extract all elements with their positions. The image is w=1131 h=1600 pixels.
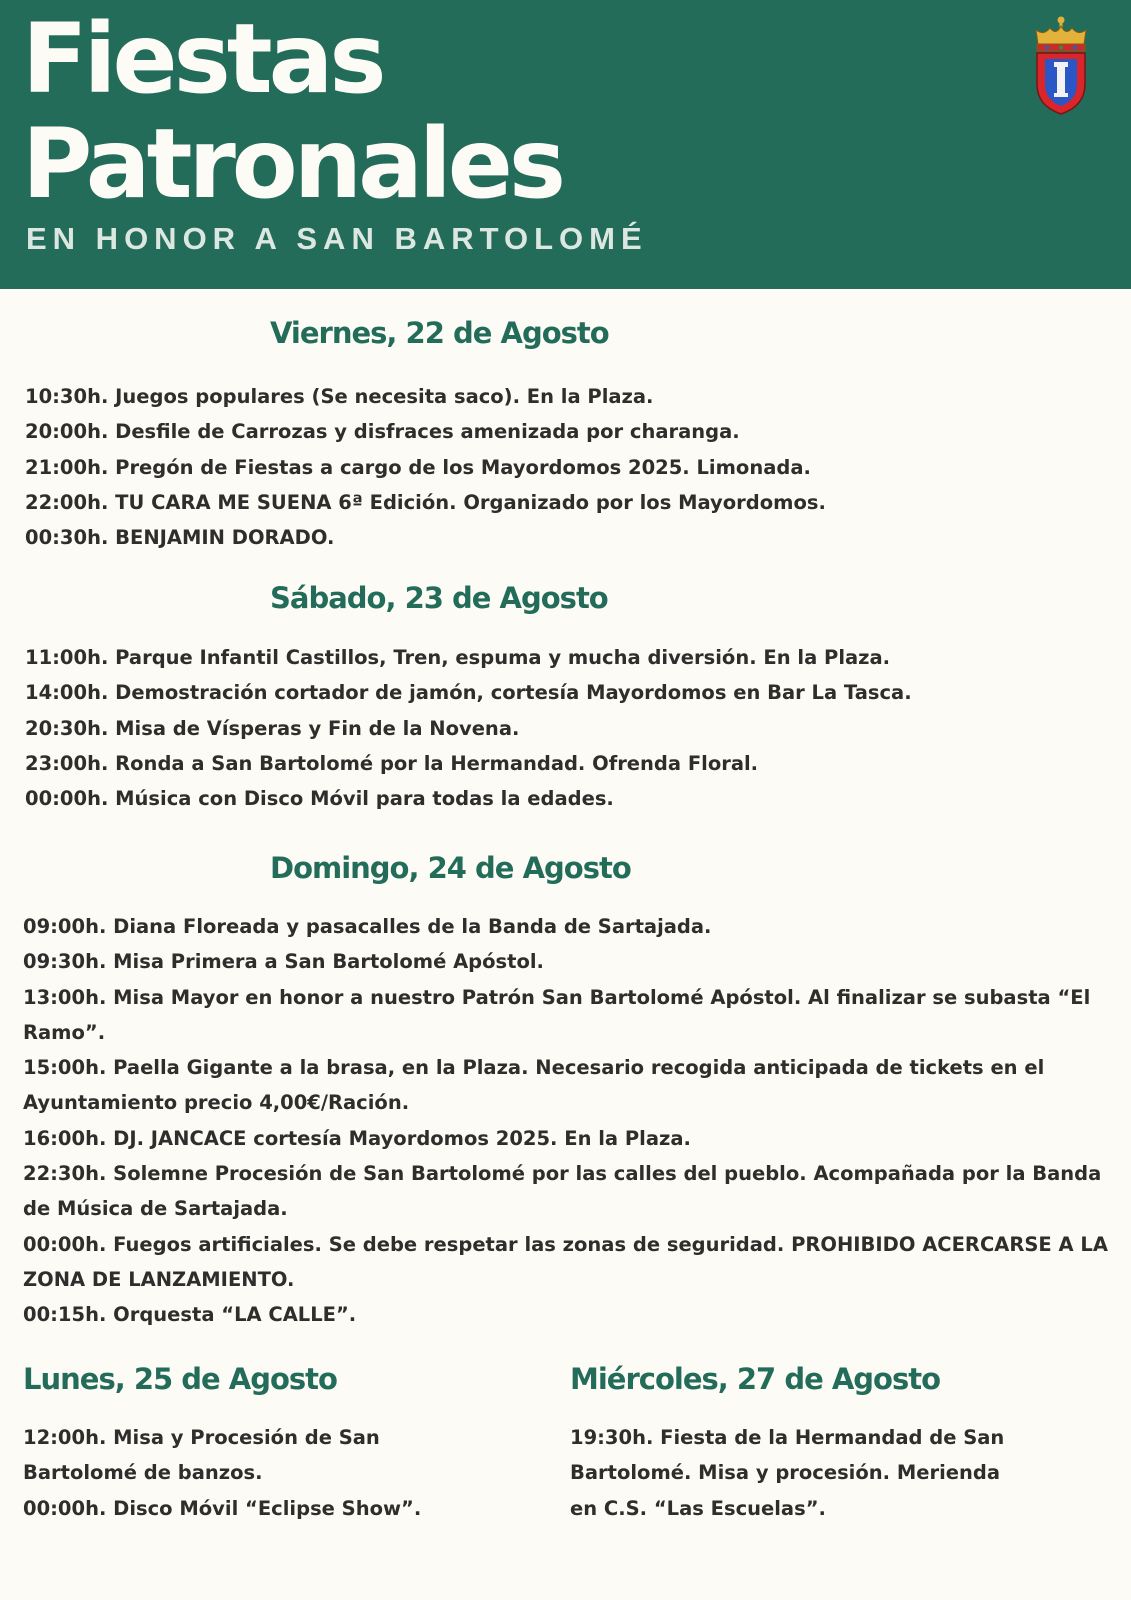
list-item: 11:00h. Parque Infantil Castillos, Tren, espuma y mucha diversión. En la Plaza. <box>25 646 891 669</box>
list-item: 00:00h. Música con Disco Móvil para todas la edades. <box>25 787 614 811</box>
list-item: 00:15h. Orquesta “LA CALLE”. <box>23 1303 357 1327</box>
day-heading-lunes: Lunes, 25 de Agosto <box>23 1362 337 1396</box>
list-item: 00:00h. Disco Móvil “Eclipse Show”. <box>23 1496 422 1520</box>
list-item: 23:00h. Ronda a San Bartolomé por la Hermandad. Ofrenda Floral. <box>25 751 759 775</box>
event-list-sabado <box>25 640 1115 816</box>
day-heading-viernes: Viernes, 22 de Agosto <box>270 316 609 350</box>
title-line-1: Fiestas <box>22 3 383 115</box>
list-item: 20:30h. Misa de Vísperas y Fin de la Novena. <box>25 716 520 740</box>
event-list-miercoles <box>570 1420 1020 1526</box>
title-line-2: Patronales <box>22 108 563 220</box>
list-item: 16:00h. DJ. JANCACE cortesía Mayordomos 2025. En la Plaza. <box>23 1126 691 1150</box>
header-banner <box>0 0 1131 289</box>
event-list-domingo <box>23 909 1113 1333</box>
event-list-lunes <box>23 1420 423 1526</box>
list-item: 21:00h. Pregón de Fiestas a cargo de los Mayordomos 2025. Limonada. <box>25 455 811 479</box>
list-item: 00:30h. BENJAMIN DORADO. <box>25 526 335 550</box>
list-item: 00:00h. Fuegos artificiales. Se debe respetar las zonas de seguridad. PROHIBIDO ACERCARSE A LA ZONA DE LANZAMIENTO. <box>23 1232 1108 1291</box>
list-item: 09:00h. Diana Floreada y pasacalles de la Banda de Sartajada. <box>23 915 712 938</box>
list-item: 13:00h. Misa Mayor en honor a nuestro Patrón San Bartolomé Apóstol. Al finalizar se subasta “El Ramo”. <box>23 985 1091 1044</box>
list-item: 19:30h. Fiesta de la Hermandad de San Bartolomé. Misa y procesión. Merienda en C.S. “Las Escuelas”. <box>570 1426 1005 1520</box>
list-item: 20:00h. Desfile de Carrozas y disfraces amenizada por charanga. <box>25 420 740 444</box>
list-item: 14:00h. Demostración cortador de jamón, cortesía Mayordomos en Bar La Tasca. <box>25 681 912 705</box>
day-heading-miercoles: Miércoles, 27 de Agosto <box>570 1362 941 1396</box>
list-item: 22:30h. Solemne Procesión de San Bartolomé por las calles del pueblo. Acompañada por la Banda de Música de Sartajada. <box>23 1162 1102 1221</box>
list-item: 10:30h. Juegos populares (Se necesita saco). En la Plaza. <box>25 385 654 408</box>
list-item: 09:30h. Misa Primera a San Bartolomé Apóstol. <box>23 950 544 974</box>
list-item: 15:00h. Paella Gigante a la brasa, en la Plaza. Necesario recogida anticipada de tickets en el Ayuntamiento precio 4,00€/Ración. <box>23 1056 1045 1115</box>
day-heading-sabado: Sábado, 23 de Agosto <box>270 581 608 615</box>
coat-of-arms-icon <box>1032 14 1090 118</box>
subtitle: EN HONOR A SAN BARTOLOMÉ <box>26 221 648 256</box>
day-heading-domingo: Domingo, 24 de Agosto <box>270 851 631 885</box>
list-item: 22:00h. TU CARA ME SUENA 6ª Edición. Organizado por los Mayordomos. <box>25 490 826 514</box>
list-item: 12:00h. Misa y Procesión de San Bartolomé de banzos. <box>23 1426 380 1485</box>
event-list-viernes <box>25 379 1115 555</box>
